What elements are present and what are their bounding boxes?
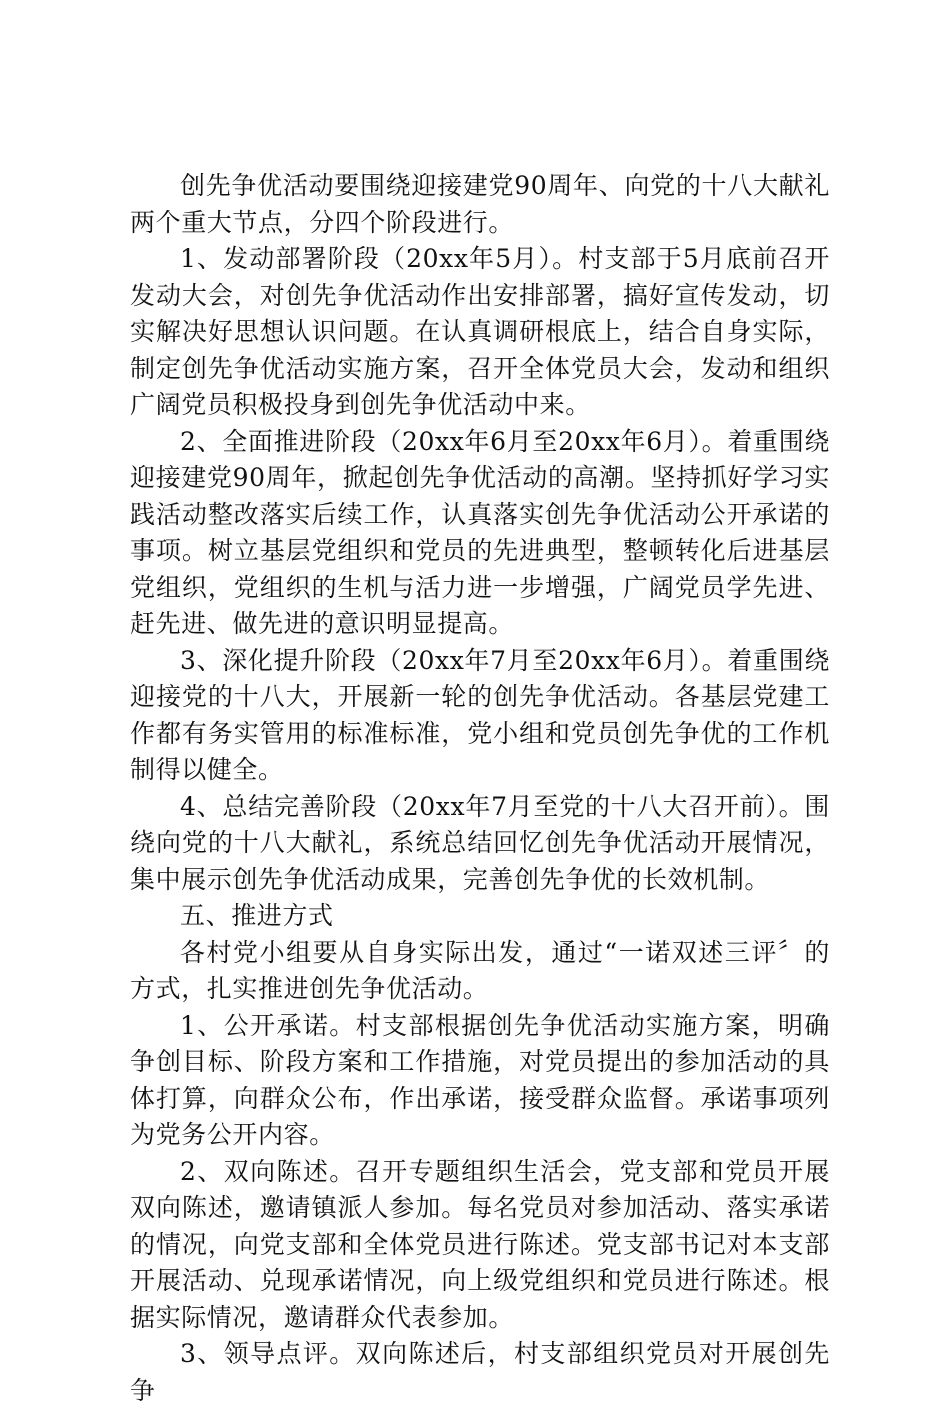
paragraph-stage-1: 1、发动部署阶段（20xx年5月）。村支部于5月底前召开发动大会，对创先争优活动作出安排部署，搞好宣传发动，切实解决好思想认识问题。在认真调研根底上，结合自身实际，制定创先争优活动实施方案，召开全体党员大会，发动和组织广阔党员积极投身到创先争优活动中来。 bbox=[130, 244, 830, 419]
document-body bbox=[130, 168, 830, 1409]
paragraph-methods-intro: 各村党小组要从自身实际出发，通过“一诺双述三评〞的方式，扎实推进创先争优活动。 bbox=[130, 937, 830, 1003]
paragraph-stage-4: 4、总结完善阶段（20xx年7月至党的十八大召开前）。围绕向党的十八大献礼，系统总结回忆创先争优活动开展情况，集中展示创先争优活动成果，完善创先争优的长效机制。 bbox=[130, 791, 830, 894]
paragraph-method-2: 2、双向陈述。召开专题组织生活会，党支部和党员开展双向陈述，邀请镇派人参加。每名党员对参加活动、落实承诺的情况，向党支部和全体党员进行陈述。党支部书记对本支部开展活动、兑现承诺情况，向上级党组织和党员进行陈述。根据实际情况，邀请群众代表参加。 bbox=[130, 1156, 830, 1332]
paragraph-stage-3: 3、深化提升阶段（20xx年7月至20xx年6月）。着重围绕迎接党的十八大，开展新一轮的创先争优活动。各基层党建工作都有务实管用的标准标准，党小组和党员创先争优的工作机制得以健全。 bbox=[130, 645, 830, 784]
paragraph-method-3: 3、领导点评。双向陈述后，村支部组织党员对开展创先争 bbox=[130, 1339, 830, 1405]
paragraph-method-1: 1、公开承诺。村支部根据创先争优活动实施方案，明确争创目标、阶段方案和工作措施，对党员提出的参加活动的具体打算，向群众公布，作出承诺，接受群众监督。承诺事项列为党务公开内容。 bbox=[130, 1010, 830, 1149]
paragraph-stage-2: 2、全面推进阶段（20xx年6月至20xx年6月）。着重围绕迎接建党90周年，掀起创先争优活动的高潮。坚持抓好学习实践活动整改落实后续工作，认真落实创先争优活动公开承诺的事项。树立基层党组织和党员的先进典型，整顿转化后进基层党组织，党组织的生机与活力进一步增强，广阔党员学先进、赶先进、做先进的意识明显提高。 bbox=[130, 426, 830, 638]
paragraph-stages-intro: 创先争优活动要围绕迎接建党90周年、向党的十八大献礼两个重大节点，分四个阶段进行。 bbox=[130, 171, 830, 237]
section-heading-methods: 五、推进方式 bbox=[180, 901, 334, 930]
